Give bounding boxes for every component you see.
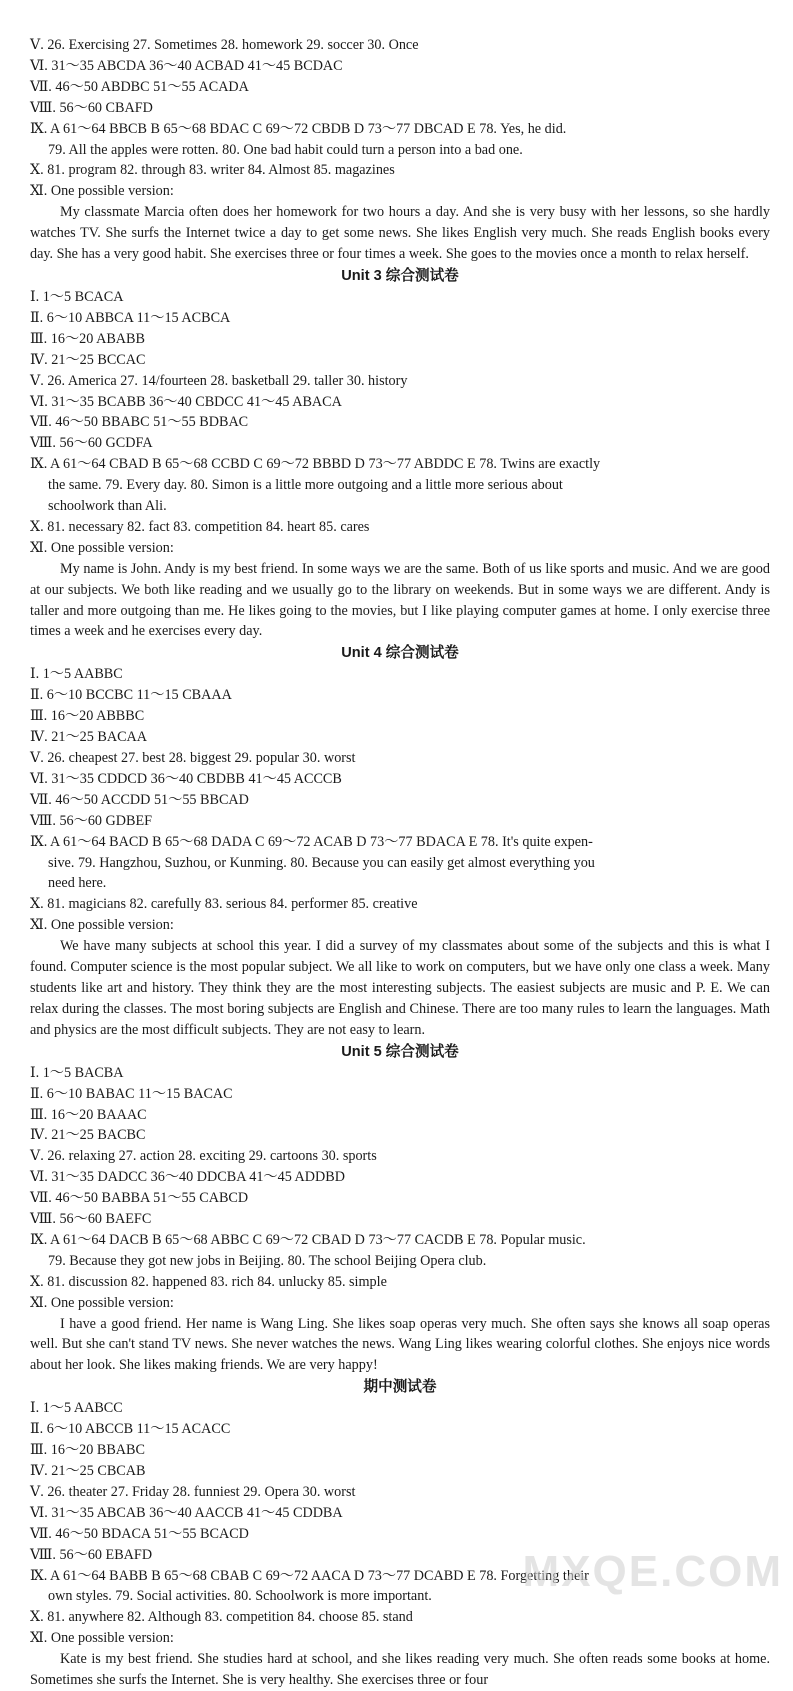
answer-line-continued: 79. Because they got new jobs in Beijing. 80. The school Beijing Opera club. — [48, 1252, 487, 1269]
model-essay-paragraph: We have many subjects at school this year. I did a survey of my classmates about some of the subjects and this is what I found. Computer science is the most popular subject. We all like to work on computers, but we have only one class a week. Many students like art and history. They think they are the most interesting subjects. The easiest subjects are music and P. E. We can relax during the classes. The most boring subjects are English and Chinese. There are too many rules to learn the languages. Math and physics are the most difficult subjects. They are not easy to learn. — [30, 938, 770, 1038]
answer-line: Ⅸ. A 61～64 BBCB B 65～68 BDAC C 69～72 CBDB D 73～77 DBCAD E 78. Yes, he did. — [30, 120, 567, 137]
answer-line: Ⅳ. 21～25 BACBC — [30, 1127, 146, 1144]
answer-line: Ⅱ. 6～10 BCCBC 11～15 CBAAA — [30, 687, 232, 704]
answer-line: Ⅱ. 6～10 ABBCA 11～15 ACBCA — [30, 309, 231, 326]
answer-line: Ⅷ. 56～60 GDBEF — [30, 812, 153, 829]
answer-line: Ⅵ. 31～35 ABCDA 36～40 ACBAD 41～45 BCDAC — [30, 57, 343, 74]
answer-line: Ⅷ. 56～60 GCDFA — [30, 435, 153, 452]
answer-line: Ⅴ. 26. theater 27. Friday 28. funniest 29. Opera 30. worst — [30, 1483, 356, 1500]
answer-line: Ⅳ. 21～25 BACAA — [30, 729, 148, 746]
answer-line: Ⅶ. 46～50 BBABC 51～55 BDBAC — [30, 414, 249, 431]
answer-line: Ⅶ. 46～50 BABBA 51～55 CABCD — [30, 1190, 249, 1207]
answer-line: Ⅰ. 1～5 BCACA — [30, 288, 124, 305]
answer-line: Ⅴ. 26. relaxing 27. action 28. exciting 29. cartoons 30. sports — [30, 1148, 377, 1165]
answer-line: Ⅸ. A 61～64 BACD B 65～68 DADA C 69～72 ACAB D 73～77 BDACA E 78. It's quite expen- — [30, 833, 593, 850]
answer-line: Ⅺ. One possible version: — [30, 917, 174, 934]
answer-line: Ⅲ. 16～20 ABBBC — [30, 708, 145, 725]
answer-line: Ⅴ. 26. cheapest 27. best 28. biggest 29. popular 30. worst — [30, 750, 356, 766]
answer-line: Ⅶ. 46～50 ACCDD 51～55 BBCAD — [30, 791, 249, 808]
answer-line: Ⅸ. A 61～64 BABB B 65～68 CBAB C 69～72 AACA D 73～77 DCABD E 78. Forgetting their — [30, 1567, 589, 1584]
answer-line: Ⅵ. 31～35 DADCC 36～40 DDCBA 41～45 ADDBD — [30, 1169, 345, 1186]
answer-line: Ⅰ. 1～5 AABCC — [30, 1400, 123, 1417]
model-essay-paragraph: I have a good friend. Her name is Wang Ling. She likes soap operas very much. She often says she knows all soap operas well. But she can't stand TV news. She never watches the news. Wang Ling likes wearing colorful clothes. She enjoys nice words about her look. She likes making friends. We are very happy! — [30, 1315, 770, 1374]
answer-line: Ⅶ. 46～50 BDACA 51～55 BCACD — [30, 1525, 249, 1542]
answer-line: Ⅴ. 26. America 27. 14/fourteen 28. basketball 29. taller 30. history — [30, 372, 408, 389]
answer-line: Ⅲ. 16～20 BBABC — [30, 1442, 145, 1459]
section-heading: Unit 4 综合测试卷 — [341, 645, 459, 662]
answer-line: Ⅸ. A 61～64 DACB B 65～68 ABBC C 69～72 CBAD D 73～77 CACDB E 78. Popular music. — [30, 1231, 586, 1248]
answer-line-continued: need here. — [48, 875, 107, 892]
answer-line: Ⅷ. 56～60 BAEFC — [30, 1211, 152, 1228]
answer-line: Ⅵ. 31～35 CDDCD 36～40 CBDBB 41～45 ACCCB — [30, 770, 342, 787]
answer-line: Ⅺ. One possible version: — [30, 1294, 174, 1311]
answer-line: Ⅹ. 81. necessary 82. fact 83. competition 84. heart 85. cares — [30, 518, 370, 535]
answer-line: Ⅵ. 31～35 ABCAB 36～40 AACCB 41～45 CDDBA — [30, 1504, 343, 1521]
model-essay-paragraph: My classmate Marcia often does her homework for two hours a day. And she is very busy with her lessons, so she hardly watches TV. She surfs the Internet twice a day to get some news. She likes English very much. She reads English books every day. She has a very good habit. She exercises three or four times a week. She goes to the movies once a month to relax herself. — [30, 204, 770, 263]
answer-line-continued: 79. All the apples were rotten. 80. One bad habit could turn a person into a bad one. — [48, 141, 523, 158]
section-heading: Unit 3 综合测试卷 — [341, 267, 459, 284]
answer-line: Ⅱ. 6～10 ABCCB 11～15 ACACC — [30, 1421, 231, 1438]
answer-line: Ⅷ. 56～60 EBAFD — [30, 1546, 153, 1563]
answer-line: Ⅴ. 26. Exercising 27. Sometimes 28. homework 29. soccer 30. Once — [30, 37, 419, 53]
watermark-logo: MXQE.COM — [522, 1547, 783, 1596]
answer-line: Ⅳ. 21～25 CBCAB — [30, 1463, 146, 1479]
answer-line: Ⅰ. 1～5 BACBA — [30, 1064, 124, 1081]
answer-line: Ⅺ. One possible version: — [30, 1630, 174, 1647]
answer-line: Ⅲ. 16～20 BAAAC — [30, 1106, 147, 1123]
answer-line: Ⅵ. 31～35 BCABB 36～40 CBDCC 41～45 ABACA — [30, 393, 342, 410]
answer-line: Ⅹ. 81. discussion 82. happened 83. rich 84. unlucky 85. simple — [30, 1273, 387, 1290]
model-essay-paragraph: Kate is my best friend. She studies hard at school, and she likes reading very much. She often reads some books at home. Sometimes she surfs the Internet. She is very healthy. She exercises three or four — [30, 1651, 770, 1689]
answer-line: Ⅰ. 1～5 AABBC — [30, 666, 123, 683]
answer-line: Ⅶ. 46～50 ABDBC 51～55 ACADA — [30, 78, 249, 95]
section-heading: Unit 5 综合测试卷 — [341, 1043, 459, 1060]
answer-line-continued: sive. 79. Hangzhou, Suzhou, or Kunming. 80. Because you can easily get almost everything you — [48, 854, 595, 871]
model-essay-paragraph: My name is John. Andy is my best friend. In some ways we are the same. Both of us like sports and music. And we are good at our subjects. We both like reading and we usually go to the library on weekends. But in some ways we are different. Andy is taller and more outgoing than me. He likes going to the movies, but I like playing computer games at home. I only exercise three times a week and he exercises every day. — [30, 560, 770, 640]
answer-line: Ⅹ. 81. magicians 82. carefully 83. serious 84. performer 85. creative — [30, 896, 418, 913]
answer-line-continued: the same. 79. Every day. 80. Simon is a little more outgoing and a little more serious about — [48, 477, 563, 494]
answer-line-continued: schoolwork than Ali. — [48, 498, 167, 515]
answer-line: Ⅹ. 81. anywhere 82. Although 83. competition 84. choose 85. stand — [30, 1609, 413, 1626]
answer-line: Ⅲ. 16～20 ABABB — [30, 330, 145, 347]
answer-line: Ⅳ. 21～25 BCCAC — [30, 351, 146, 368]
answer-line: Ⅹ. 81. program 82. through 83. writer 84. Almost 85. magazines — [30, 162, 395, 179]
answer-key-page — [30, 35, 770, 1691]
answer-line: Ⅺ. One possible version: — [30, 183, 174, 200]
answer-line: Ⅷ. 56～60 CBAFD — [30, 99, 153, 116]
section-heading: 期中测试卷 — [363, 1379, 437, 1396]
answer-line: Ⅸ. A 61～64 CBAD B 65～68 CCBD C 69～72 BBBD D 73～77 ABDDC E 78. Twins are exactly — [30, 456, 601, 473]
answer-line: Ⅱ. 6～10 BABAC 11～15 BACAC — [30, 1085, 233, 1102]
answer-line: Ⅺ. One possible version: — [30, 539, 174, 556]
answer-line-continued: own styles. 79. Social activities. 80. Schoolwork is more important. — [48, 1588, 432, 1605]
